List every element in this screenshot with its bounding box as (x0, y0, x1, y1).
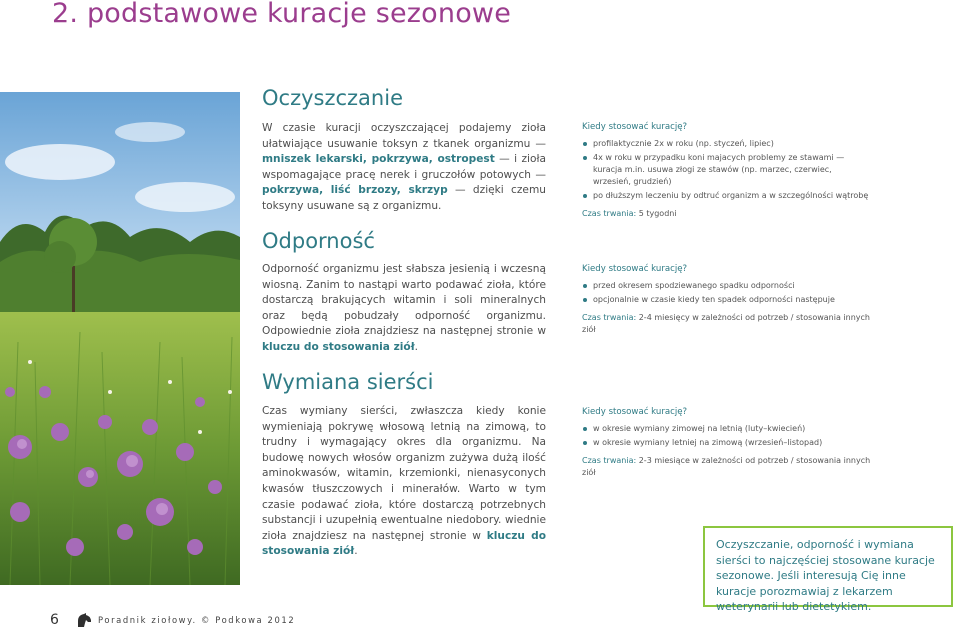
duration-value: 2-4 miesięcy w zależności od potrzeb / stosowania innych ziół (582, 313, 870, 334)
body-text-run: Czas wymiany sierści, zwłaszcza kiedy konie wymieniają pokrywę włosową letnią na zimową, to trudny i wymagający okres dla organizmu. Na budowę nowych włosów organizm zużywa dużą ilość aminokwasów, witamin, krzemionki, nienasyconych kwasów tłuszczowych i minerałów. Warto w tym czasie podawać zioła, które dostarczą potrzebnych substancji i uzupełnią ewentualne niedobory. wiednie zioła znajdziesz na następnej stronie w (262, 405, 546, 542)
side-info-wymiana-siersci (582, 406, 872, 479)
body-text-run: Odporność organizmu jest słabsza jesienią i wczesną wiosną. Zanim to nastąpi warto podawać zioła, które dostarczą brakujących witamin i soli mineralnych oraz będą pobudzały odporność organizmu. Odpowiednie zioła znajdziesz na następnej stronie w (262, 263, 546, 338)
body-text-run: — i zioła wspomagające pracę nerek i gruczołów potowych — (262, 153, 546, 181)
section-body-odpornosc (262, 262, 546, 356)
when-list (582, 423, 872, 449)
list-item: przed okresem spodziewanego spadku odporności (592, 280, 872, 292)
list-item: profilaktycznie 2x w roku (np. styczeń, lipiec) (592, 138, 872, 150)
duration-label: Czas trwania: (582, 209, 637, 218)
duration (582, 312, 872, 336)
section-heading-odpornosc: Odporność (262, 229, 375, 253)
side-info-odpornosc (582, 263, 872, 336)
list-item: 4x w roku w przypadku koni majacych problemy ze stawami — kuracja m.in. usuwa złogi ze stawów (np. marzec, czerwiec, wrzesień, grudzień) (592, 152, 872, 188)
section-heading-wymiana-siersci: Wymiana sierści (262, 370, 434, 394)
summary-box: Oczyszczanie, odporność i wymiana sierści to najczęściej stosowane kuracje sezonowe. Jeśli interesują Cię inne kuracje porozmawiaj z lekarzem weterynarii lub dietetykiem. (703, 526, 953, 607)
list-item: opcjonalnie w czasie kiedy ten spadek odporności następuje (592, 294, 872, 306)
section-heading-oczyszczanie: Oczyszczanie (262, 86, 403, 110)
body-text-run: . (414, 340, 419, 353)
footer-text: Poradnik ziołowy. © Podkowa 2012 (98, 615, 296, 625)
body-text-run: — dzięki czemu toksyny usuwane są z organizmu. (262, 184, 546, 212)
duration-label: Czas trwania: (582, 313, 637, 322)
page-footer (50, 612, 295, 628)
when-list (582, 138, 872, 202)
when-label: Kiedy stosować kurację? (582, 264, 688, 274)
when-label: Kiedy stosować kurację? (582, 122, 688, 132)
when-label: Kiedy stosować kurację? (582, 407, 688, 417)
duration-value: 2-3 miesiące w zależności od potrzeb / stosowania innych ziół (582, 456, 871, 477)
herb-highlight: mniszek lekarski, pokrzywa, ostropest (262, 153, 495, 166)
body-text-run: W czasie kuracji oczyszczającej podajemy zioła ułatwiające usuwanie toksyn z tkanek organizmu — (262, 122, 546, 150)
section-body-oczyszczanie (262, 121, 546, 215)
meadow-photo (0, 92, 240, 585)
page-title: 2. podstawowe kuracje sezonowe (52, 0, 512, 29)
list-item: w okresie wymiany letniej na zimową (wrzesień–listopad) (592, 437, 872, 449)
side-info-oczyszczanie (582, 121, 872, 220)
list-item: po dłuższym leczeniu by odtruć organizm a w szczególności wątrobę (592, 190, 872, 202)
herb-key-link[interactable]: kluczu do stosowania ziół (262, 340, 415, 353)
page-number: 6 (50, 612, 59, 628)
duration-value: 5 tygodni (638, 209, 677, 218)
herb-highlight: pokrzywa, liść brzozy, skrzyp (262, 184, 448, 197)
section-body-wymiana-siersci (262, 404, 546, 560)
herb-key-link[interactable]: kluczu do stosowania ziół (262, 529, 546, 558)
duration (582, 455, 872, 479)
duration (582, 208, 872, 220)
horse-head-icon (76, 613, 92, 627)
body-text-run: . (354, 545, 358, 558)
list-item: w okresie wymiany zimowej na letnią (luty–kwiecień) (592, 423, 872, 435)
duration-label: Czas trwania: (582, 456, 637, 465)
when-list (582, 280, 872, 306)
